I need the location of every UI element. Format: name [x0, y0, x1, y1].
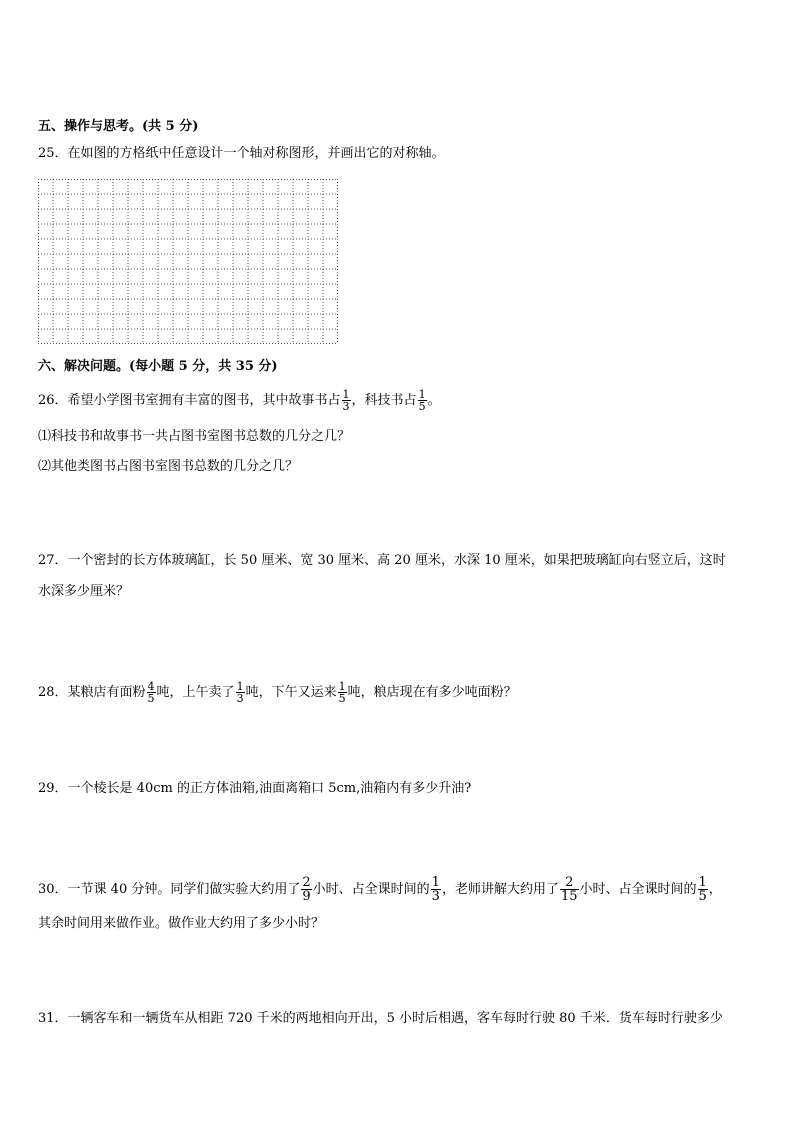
fraction-numerator: 1	[418, 388, 426, 401]
fraction	[147, 681, 156, 704]
fraction	[301, 876, 311, 903]
q28-text-2: 吨，上午卖了	[156, 685, 235, 700]
fraction-numerator: 1	[698, 875, 707, 890]
fraction-denominator: 5	[698, 889, 707, 904]
section-5-heading: 五、操作与思考。(共 5 分)	[38, 119, 199, 134]
grid-paper-svg	[38, 179, 338, 344]
fraction-numerator: 1	[342, 388, 350, 401]
question-28	[38, 681, 517, 704]
question-31: 31．一辆客车和一辆货车从相距 720 千米的两地相向开出，5 小时后相遇，客车每时行驶 80 千米．货车每时行驶多少	[38, 1011, 723, 1026]
q26-text-3: 。	[427, 393, 441, 408]
fraction-denominator: 3	[431, 889, 440, 904]
q30-text-4: 小时、占全课时间的	[579, 882, 697, 897]
grid-paper	[38, 179, 338, 344]
fraction	[698, 876, 708, 903]
q30-text-1: 30．一节课 40 分钟。同学们做实验大约用了	[38, 882, 301, 897]
fraction	[418, 389, 427, 412]
q26-text-2: ，科技书占	[351, 393, 417, 408]
fraction-denominator: 9	[302, 889, 311, 904]
fraction-denominator: 3	[342, 400, 350, 413]
q28-text-3: 吨，下午又运来	[245, 685, 337, 700]
fraction	[560, 876, 579, 903]
fraction-numerator: 2	[302, 875, 311, 890]
question-27-line-2: 水深多少厘米？	[38, 584, 130, 599]
fraction	[338, 681, 347, 704]
question-30-line-2: 其余时间用来做作业。做作业大约用了多少小时？	[38, 916, 325, 931]
fraction-denominator: 5	[418, 400, 426, 413]
fraction	[342, 389, 351, 412]
fraction-denominator: 3	[236, 692, 244, 705]
q26-text-1: 26．希望小学图书室拥有丰富的图书，其中故事书占	[38, 393, 341, 408]
fraction-denominator: 5	[147, 692, 155, 705]
fraction-numerator: 4	[147, 680, 155, 693]
question-29: 29．一个棱长是 40cm 的正方体油箱,油面离箱口 5cm,油箱内有多少升油?	[38, 781, 472, 796]
fraction-denominator: 5	[338, 692, 346, 705]
q30-text-2: 小时、占全课时间的	[312, 882, 430, 897]
fraction	[236, 681, 245, 704]
q30-text-3: ，老师讲解大约用了	[441, 882, 559, 897]
q30-text-5: ，	[708, 882, 722, 897]
q28-text-4: 吨，粮店现在有多少吨面粉？	[347, 685, 517, 700]
question-25: 25．在如图的方格纸中任意设计一个轴对称图形，并画出它的对称轴。	[38, 146, 445, 161]
fraction	[431, 876, 441, 903]
section-6-heading: 六、解决问题。(每小题 5 分，共 35 分)	[38, 359, 278, 374]
fraction-numerator: 1	[236, 680, 244, 693]
question-27-line-1: 27．一个密封的长方体玻璃缸，长 50 厘米、宽 30 厘米、高 20 厘米，水深 10 厘米，如果把玻璃缸向右竖立后，这时	[38, 553, 726, 568]
question-26-sub-2: ⑵其他类图书占图书室图书总数的几分之几？	[38, 459, 299, 474]
fraction-numerator: 1	[431, 875, 440, 890]
question-30-line-1	[38, 876, 722, 903]
question-26	[38, 389, 441, 412]
question-26-sub-1: ⑴科技书和故事书一共占图书室图书总数的几分之几？	[38, 429, 351, 444]
fraction-numerator: 1	[338, 680, 346, 693]
fraction-denominator: 15	[560, 889, 578, 904]
fraction-numerator: 2	[560, 876, 579, 890]
q28-text-1: 28．某粮店有面粉	[38, 685, 146, 700]
